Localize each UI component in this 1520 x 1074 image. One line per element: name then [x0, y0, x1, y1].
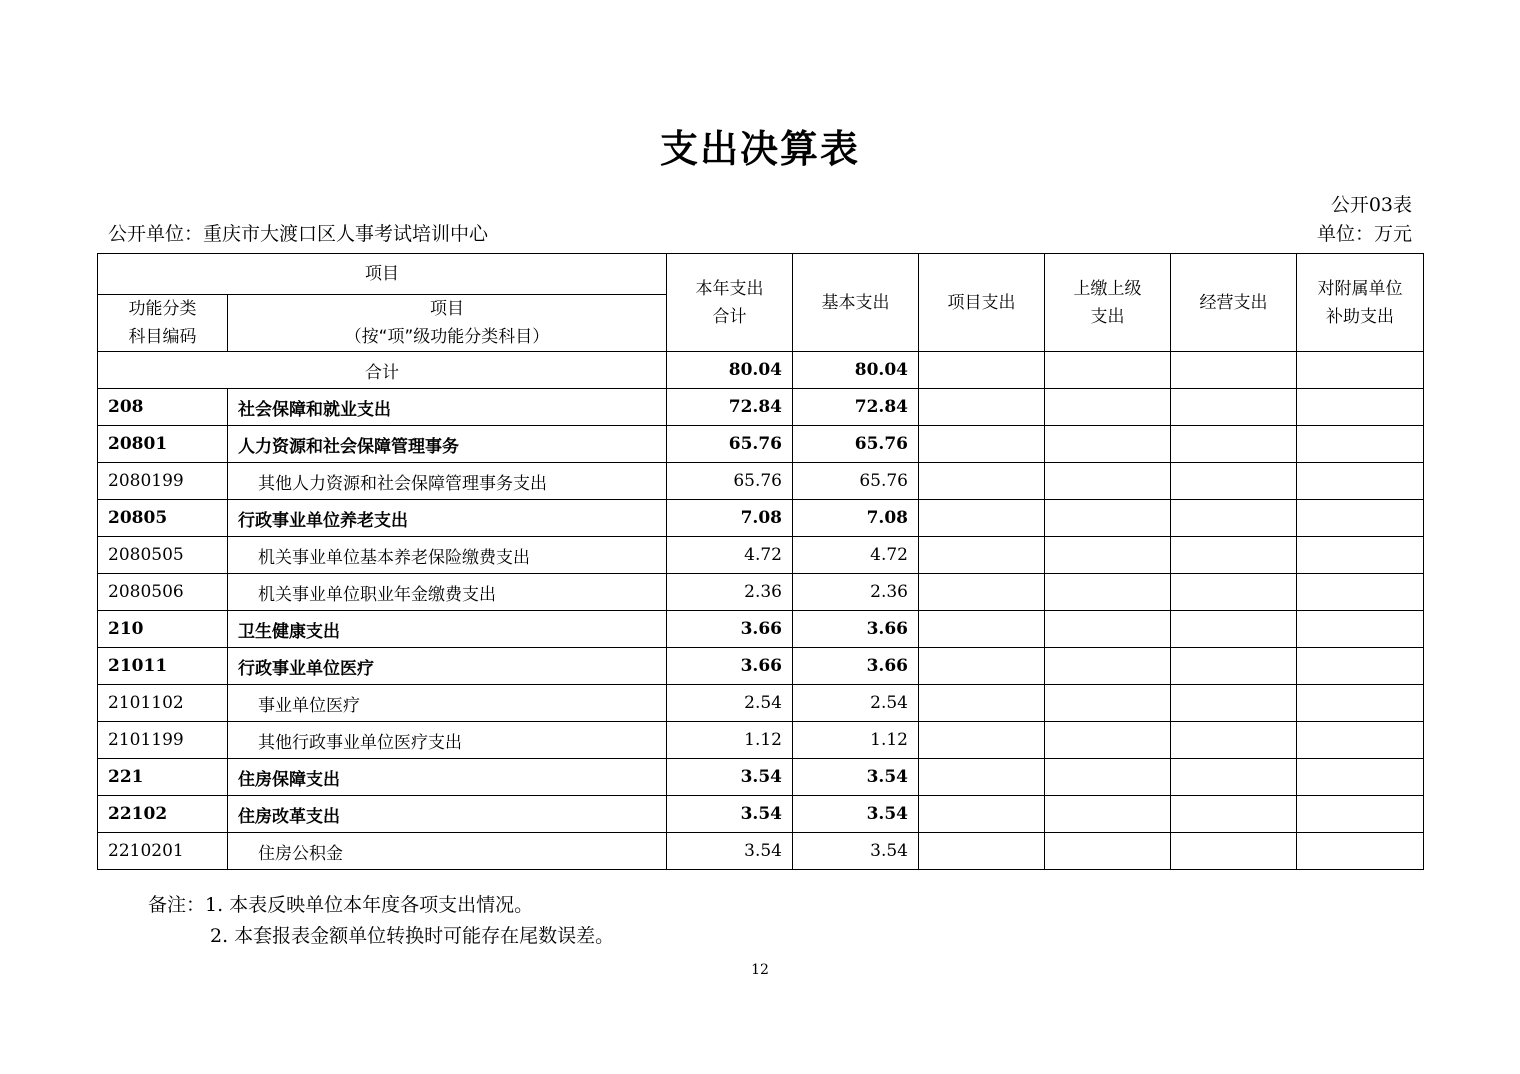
money-unit: 单位：万元 [1316, 223, 1412, 245]
header-name: 项目 （按“项”级功能分类科目） [228, 295, 667, 352]
table-row: 20801 人力资源和社会保障管理事务 65.76 65.76 [98, 426, 1424, 463]
header-basic: 基本支出 [793, 254, 919, 352]
table-row: 21011 行政事业单位医疗 3.66 3.66 [98, 648, 1424, 685]
table-row: 2080199 其他人力资源和社会保障管理事务支出 65.76 65.76 [98, 463, 1424, 500]
reporting-unit: 公开单位：重庆市大渡口区人事考试培训中心 [108, 223, 489, 245]
header-subsidy: 对附属单位 补助支出 [1297, 254, 1424, 352]
header-item: 项目 [98, 254, 667, 295]
table-row: 221 住房保障支出 3.54 3.54 [98, 759, 1424, 796]
page-number: 12 [751, 962, 769, 978]
header-project: 项目支出 [919, 254, 1045, 352]
table-header [98, 254, 1424, 352]
table-row: 210 卫生健康支出 3.66 3.66 [98, 611, 1424, 648]
table-row: 208 社会保障和就业支出 72.84 72.84 [98, 389, 1424, 426]
total-row [98, 352, 1424, 389]
table-body [98, 352, 1424, 870]
table-row: 2080505 机关事业单位基本养老保险缴费支出 4.72 4.72 [98, 537, 1424, 574]
table-row: 2080506 机关事业单位职业年金缴费支出 2.36 2.36 [98, 574, 1424, 611]
header-upper: 上缴上级 支出 [1045, 254, 1171, 352]
page-title: 支出决算表 [659, 127, 860, 171]
notes [148, 890, 614, 952]
table-row: 20805 行政事业单位养老支出 7.08 7.08 [98, 500, 1424, 537]
table-row: 22102 住房改革支出 3.54 3.54 [98, 796, 1424, 833]
header-business: 经营支出 [1171, 254, 1297, 352]
note-line-1: 备注：1. 本表反映单位本年度各项支出情况。 [148, 894, 534, 916]
table-row: 2101199 其他行政事业单位医疗支出 1.12 1.12 [98, 722, 1424, 759]
header-total: 本年支出 合计 [667, 254, 793, 352]
table-row: 2210201 住房公积金 3.54 3.54 [98, 833, 1424, 870]
total-label: 合计 [98, 352, 667, 389]
table-row: 2101102 事业单位医疗 2.54 2.54 [98, 685, 1424, 722]
header-code: 功能分类 科目编码 [98, 295, 228, 352]
total-basic: 80.04 [793, 352, 919, 389]
expenditure-table [97, 253, 1424, 870]
note-line-2: 2. 本套报表金额单位转换时可能存在尾数误差。 [210, 925, 615, 947]
total-amount: 80.04 [667, 352, 793, 389]
form-number: 公开03表 [1330, 194, 1412, 216]
